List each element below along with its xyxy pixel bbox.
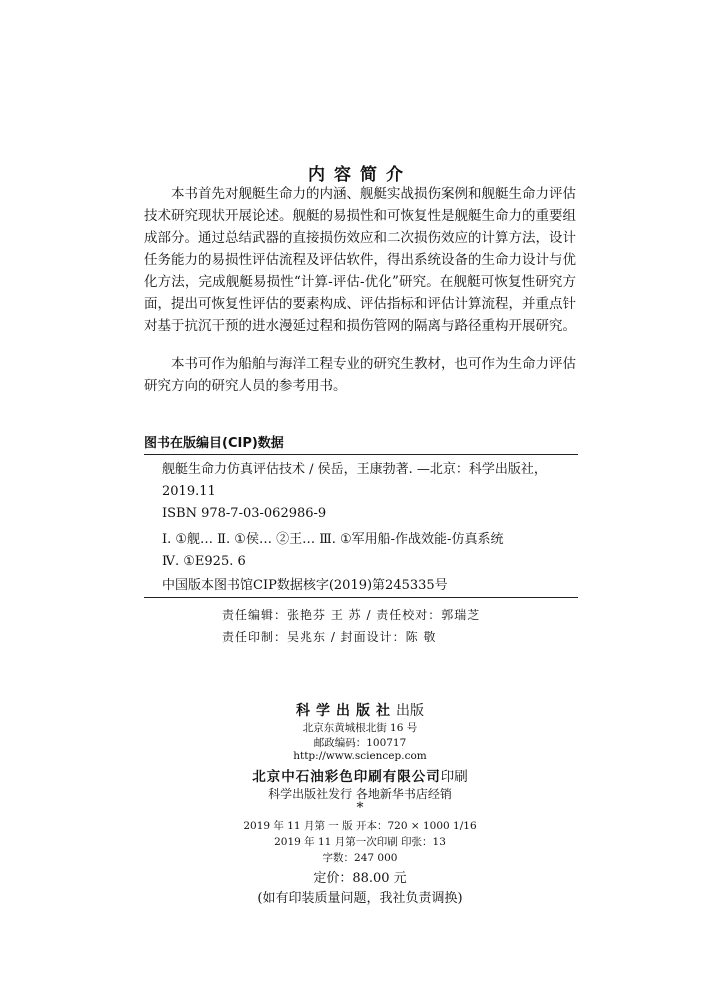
editor-credits: 责任编辑：张艳芬 王 苏 / 责任校对：郭瑞芝 [222, 608, 481, 622]
word-count: 字数：247 000 [322, 852, 398, 864]
quality-notice: (如有印装质量问题，我社负责调换) [257, 891, 463, 906]
publisher-address: 北京东黄城根北街 16 号 [302, 722, 418, 734]
summary-paragraph-2: 本书可作为船舶与海洋工程专业的研究生教材，也可作为生命力评估研究方向的研究人员的参考用书。 [144, 356, 576, 394]
publisher-url: http://www.sciencep.com [293, 750, 427, 762]
edition-line: 2019 年 11 月第 一 版 开本：720 × 1000 1/16 [243, 820, 477, 832]
cip-bottom-divider [144, 597, 578, 598]
cip-classification-2: Ⅳ. ①E925. 6 [162, 554, 246, 569]
summary-paragraph-1: 本书首先对舰艇生命力的内涵、舰艇实战损伤案例和舰艇生命力评估技术研究现状开展论述。舰艇的易损性和可恢复性是舰艇生命力的重要组成部分。通过总结武器的直接损伤效应和二次损伤效应的计算方法，设计任务能力的易损性评估流程及评估软件，得出系统设备的生命力设计与优化方法，完成舰艇易损性“计算-评估-优化”研究。在舰艇可恢复性研究方面，提出可恢复性评估的要素构成、评估指标和评估计算流程，并重点针对基于抗沉干预的进水漫延过程和损伤管网的隔离与路径重构开展研究。 [144, 186, 576, 334]
publisher-postcode: 邮政编码：100717 [313, 737, 407, 749]
publisher-suffix: 出版 [396, 703, 424, 719]
cip-top-divider [144, 454, 578, 455]
cip-line-1: 舰艇生命力仿真评估技术 / 侯岳，王康勃著. —北京：科学出版社， [162, 462, 547, 477]
publisher-name: 科学出版社 [296, 703, 396, 719]
distribution-line: 科学出版社发行 各地新华书店经销 [268, 787, 452, 801]
printer-suffix: 印刷 [440, 769, 468, 785]
summary-title: 内容简介 [308, 165, 412, 185]
separator-star: * [356, 800, 364, 816]
cip-heading: 图书在版编目(CIP)数据 [144, 436, 284, 451]
cip-record-number: 中国版本图书馆CIP数据核字(2019)第245335号 [162, 578, 448, 593]
printing-line: 2019 年 11 月第一次印刷 印张：13 [274, 836, 446, 848]
cip-classification-1: Ⅰ. ①舰… Ⅱ. ①侯… ②王… Ⅲ. ①军用船-作战效能-仿真系统 [162, 532, 504, 547]
publisher-line [0, 700, 720, 720]
price: 定价：88.00 元 [313, 871, 407, 886]
cip-isbn: ISBN 978-7-03-062986-9 [162, 506, 327, 521]
printer-line [0, 765, 720, 785]
cip-line-2: 2019.11 [162, 484, 216, 499]
printer-name: 北京中石油彩色印刷有限公司 [252, 769, 441, 785]
printing-credits: 责任印制：吴兆东 / 封面设计：陈 敬 [222, 630, 437, 644]
